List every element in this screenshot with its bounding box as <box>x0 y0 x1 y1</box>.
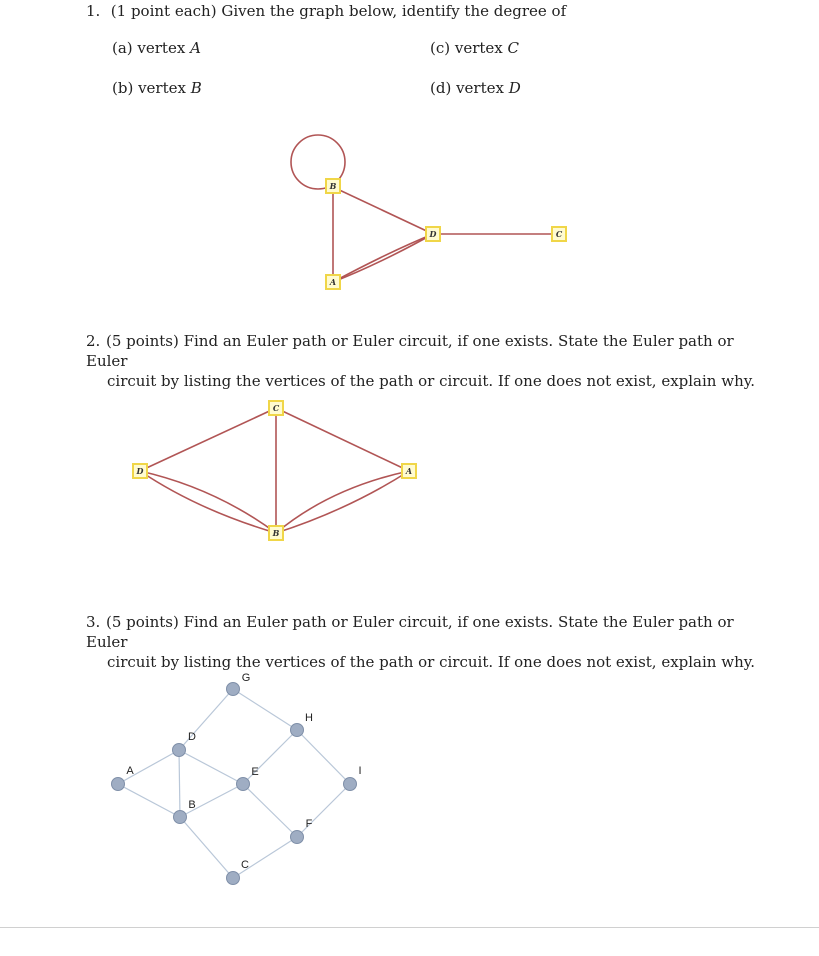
graph2-vertex-a-label: A <box>405 466 413 476</box>
graph3-edge-h-i <box>297 730 350 784</box>
graph2-edge-d-b-1 <box>140 471 276 533</box>
part-a-var: A <box>190 39 201 57</box>
graph3-edge-c-f <box>233 837 297 878</box>
graph3-label-e: E <box>251 766 259 778</box>
graph1-vertex-c <box>552 227 566 241</box>
graph3-label-h: H <box>305 712 313 724</box>
graph2-edge-d-b-2 <box>140 471 276 533</box>
graph2-edge-c-a <box>276 408 409 471</box>
question-3-number: 3. <box>86 613 101 631</box>
graph1-vertex-d-label: D <box>429 229 437 239</box>
part-b-label: (b) vertex <box>112 79 186 97</box>
graph3-vertex-e <box>237 778 250 791</box>
graph3-vertex-h <box>291 724 304 737</box>
graph3-edge-b-c <box>180 817 233 878</box>
part-c-var: C <box>507 39 520 57</box>
question-2-number: 2. <box>86 332 101 350</box>
graph2-edge-a-b-2 <box>276 471 409 533</box>
graph1-vertex-d <box>426 227 440 241</box>
graph2-edge-c-d <box>140 408 276 471</box>
graph3-edge-g-h <box>233 689 297 730</box>
question-1-number: 1. <box>86 2 101 20</box>
graph3-edge-e-f <box>243 784 297 837</box>
graph1-edge-b-d <box>333 187 433 234</box>
graph-2 <box>133 401 416 540</box>
graph2-vertex-c-label: C <box>272 403 280 413</box>
graph3-label-b: B <box>188 799 196 811</box>
graph3-vertex-b <box>174 811 187 824</box>
graph2-vertex-b-label: B <box>272 528 280 538</box>
graph3-label-i: I <box>358 765 362 777</box>
graph2-edge-a-b-1 <box>276 471 409 533</box>
graph3-edge-d-e <box>179 750 243 784</box>
graph1-edge-a-d-2 <box>333 234 433 282</box>
graph2-vertex-a <box>402 464 416 478</box>
graph2-vertex-d <box>133 464 147 478</box>
graph3-vertex-d <box>173 744 186 757</box>
part-b-var: B <box>190 79 202 97</box>
part-d-label: (d) vertex <box>430 79 504 97</box>
graph-3 <box>112 672 362 885</box>
graph3-label-g: G <box>241 672 251 684</box>
graph2-vertex-d-label: D <box>136 466 144 476</box>
graph-1 <box>291 135 566 289</box>
part-d-var: D <box>508 79 521 97</box>
graph1-vertex-c-label: C <box>555 229 563 239</box>
graph3-label-f: F <box>305 818 313 830</box>
graph3-label-d: D <box>188 731 196 743</box>
graph3-vertex-g <box>227 683 240 696</box>
question-3-line1: (5 points) Find an Euler path or Euler circuit, if one exists. State the Euler path or Euler <box>86 613 734 651</box>
question-1-text: (1 point each) Given the graph below, identify the degree of <box>110 2 567 20</box>
graph1-vertex-a-label: A <box>329 277 337 287</box>
graph3-vertex-i <box>344 778 357 791</box>
graph1-vertex-b-label: B <box>329 181 337 191</box>
graph2-vertex-c <box>269 401 283 415</box>
graph1-vertex-a <box>326 275 340 289</box>
part-a-label: (a) vertex <box>112 39 186 57</box>
page-bottom-rule <box>0 927 819 928</box>
graph3-vertex-a <box>112 778 125 791</box>
part-c-label: (c) vertex <box>430 39 503 57</box>
graph3-label-c: C <box>241 859 249 871</box>
graph3-vertex-f <box>291 831 304 844</box>
graph3-vertex-c <box>227 872 240 885</box>
graph3-edge-d-b <box>179 750 180 817</box>
question-3-line2: circuit by listing the vertices of the path or circuit. If one does not exist, explain why. <box>107 653 755 671</box>
graph3-edge-a-b <box>118 784 180 817</box>
graph1-vertex-b <box>326 179 340 193</box>
graph2-vertex-b <box>269 526 283 540</box>
question-2-line2: circuit by listing the vertices of the path or circuit. If one does not exist, explain why. <box>107 372 755 390</box>
graph3-label-a: A <box>126 765 134 777</box>
question-2-line1: (5 points) Find an Euler path or Euler circuit, if one exists. State the Euler path or Euler <box>86 332 734 370</box>
